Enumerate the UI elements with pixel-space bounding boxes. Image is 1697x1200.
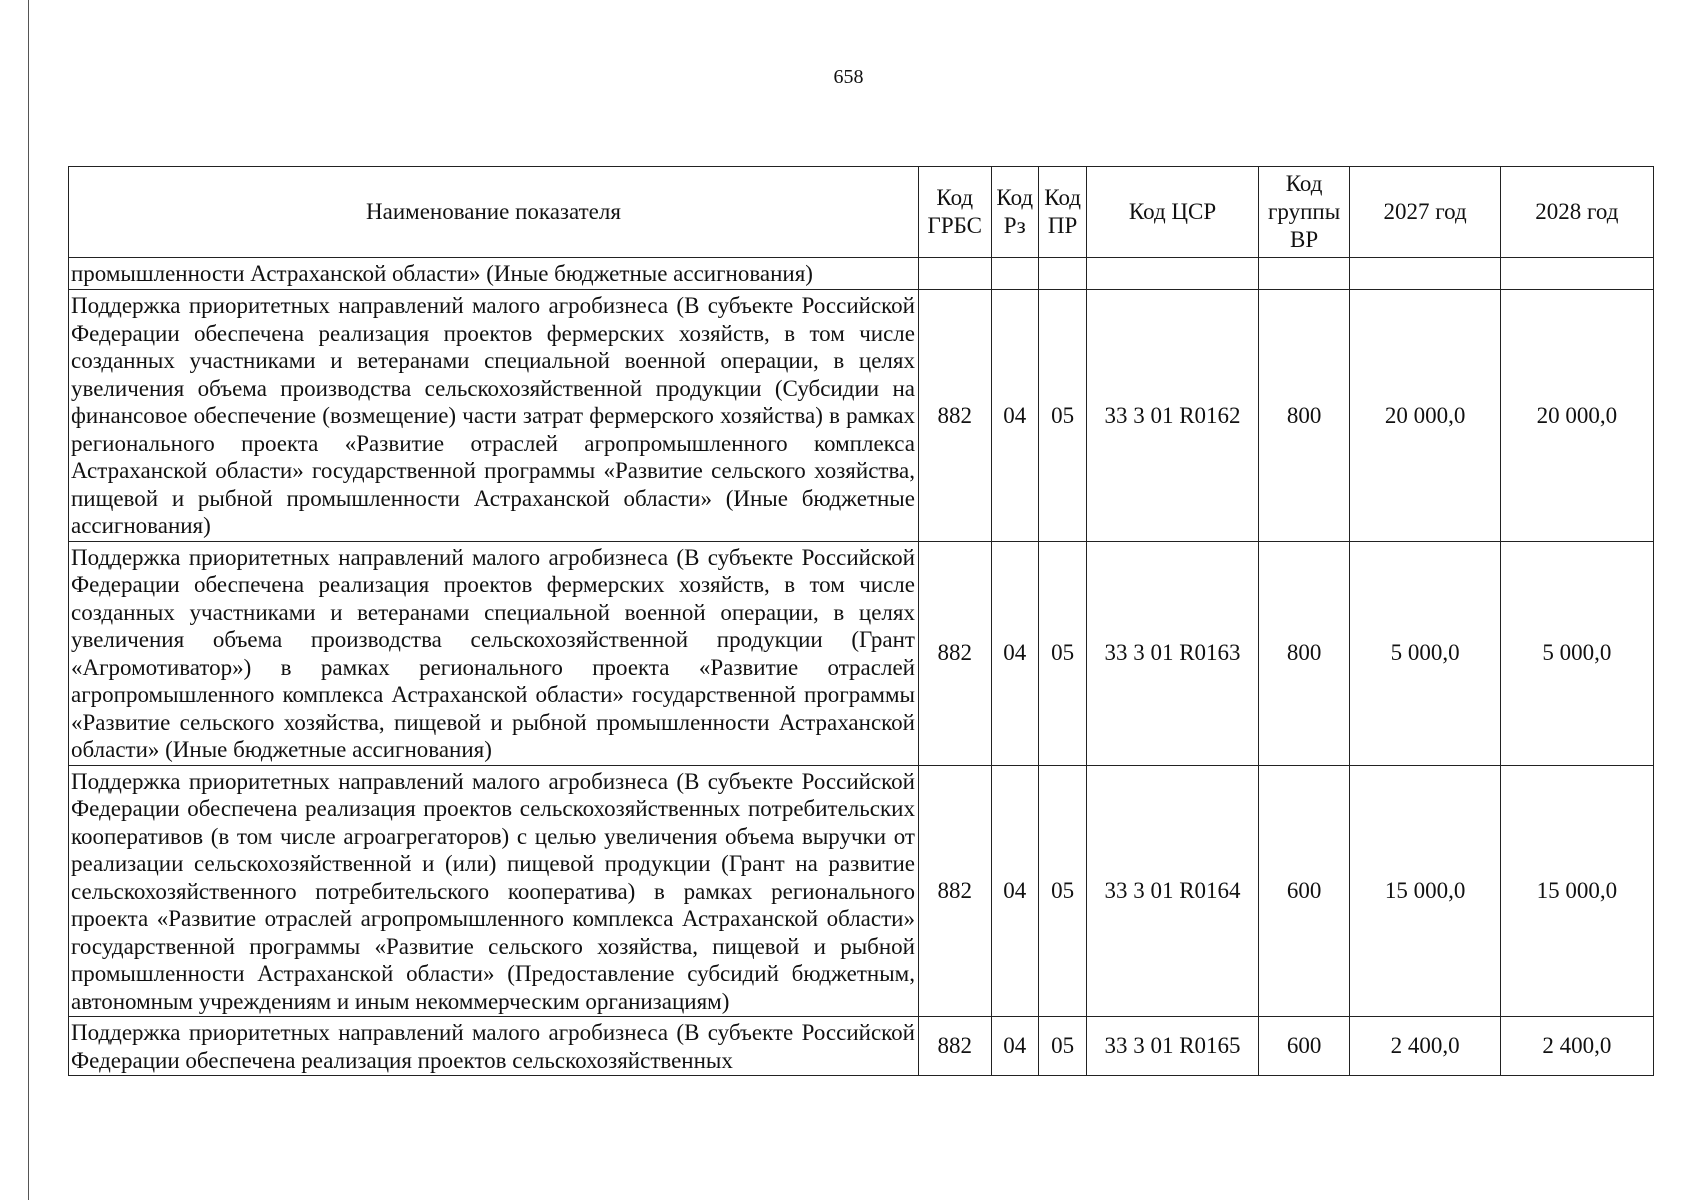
page-number: 658: [833, 66, 864, 88]
row-vr: 600: [1258, 1017, 1350, 1076]
row-vr: 600: [1258, 765, 1350, 1017]
row-csr: 33 3 01 R0164: [1087, 765, 1258, 1017]
row-vr: 800: [1258, 541, 1350, 765]
row-2028: 2 400,0: [1500, 1017, 1653, 1076]
budget-table: [68, 166, 1654, 1076]
row-rz: 04: [991, 290, 1038, 542]
row-rz: 04: [991, 1017, 1038, 1076]
row-pr: 05: [1038, 541, 1086, 765]
row-name: Поддержка приоритетных направлений малого агробизнеса (В субъекте Российской Федерации обеспечена реализация проектов фермерских хозяйств, в том числе созданных участниками и ветеранами специальной военной операции, в целях увеличения объема производства сельскохозяйственной продукции (Субсидии на финансовое обеспечение (возмещение) части затрат фермерского хозяйства) в рамках регионального проекта «Развитие отраслей агропромышленного комплекса Астраханской области» государственной программы «Развитие сельского хозяйства, пищевой и рыбной промышленности Астраханской области» (Иные бюджетные ассигнования): [69, 290, 919, 542]
row-2028: 15 000,0: [1500, 765, 1653, 1017]
header-2028: 2028 год: [1500, 167, 1653, 258]
row-csr: 33 3 01 R0162: [1087, 290, 1258, 542]
row-rz: [991, 258, 1038, 290]
row-2027: 2 400,0: [1350, 1017, 1500, 1076]
header-csr: Код ЦСР: [1087, 167, 1258, 258]
table-row: [69, 765, 1654, 1017]
row-csr: [1087, 258, 1258, 290]
row-name: промышленности Астраханской области» (Иные бюджетные ассигнования): [69, 258, 919, 290]
row-pr: 05: [1038, 290, 1086, 542]
row-vr: 800: [1258, 290, 1350, 542]
row-grbs: 882: [918, 765, 991, 1017]
row-name: Поддержка приоритетных направлений малого агробизнеса (В субъекте Российской Федерации обеспечена реализация проектов фермерских хозяйств, в том числе созданных участниками и ветеранами специальной военной операции, в целях увеличения объема производства сельскохозяйственной продукции (Грант «Агромотиватор») в рамках регионального проекта «Развитие отраслей агропромышленного комплекса Астраханской области» государственной программы «Развитие сельского хозяйства, пищевой и рыбной промышленности Астраханской области» (Иные бюджетные ассигнования): [69, 541, 919, 765]
row-2027: 20 000,0: [1350, 290, 1500, 542]
row-grbs: [918, 258, 991, 290]
row-pr: 05: [1038, 765, 1086, 1017]
row-rz: 04: [991, 765, 1038, 1017]
row-csr: 33 3 01 R0165: [1087, 1017, 1258, 1076]
row-2027: 5 000,0: [1350, 541, 1500, 765]
scan-margin-line: [28, 0, 29, 1200]
row-name: Поддержка приоритетных направлений малого агробизнеса (В субъекте Российской Федерации обеспечена реализация проектов сельскохозяйственных: [69, 1017, 919, 1076]
row-name: Поддержка приоритетных направлений малого агробизнеса (В субъекте Российской Федерации обеспечена реализация проектов сельскохозяйственных потребительских кооперативов (в том числе агроагрегаторов) с целью увеличения объема выручки от реализации сельскохозяйственной и (или) пищевой продукции (Грант на развитие сельскохозяйственного потребительского кооператива) в рамках регионального проекта «Развитие отраслей агропромышленного комплекса Астраханской области» государственной программы «Развитие сельского хозяйства, пищевой и рыбной промышленности Астраханской области» (Предоставление субсидий бюджетным, автономным учреждениям и иным некоммерческим организациям): [69, 765, 919, 1017]
header-row: [69, 167, 1654, 258]
row-2028: 20 000,0: [1500, 290, 1653, 542]
row-csr: 33 3 01 R0163: [1087, 541, 1258, 765]
row-2028: 5 000,0: [1500, 541, 1653, 765]
table-row: [69, 541, 1654, 765]
row-grbs: 882: [918, 290, 991, 542]
row-grbs: 882: [918, 541, 991, 765]
header-pr: Код ПР: [1038, 167, 1086, 258]
row-pr: 05: [1038, 1017, 1086, 1076]
row-grbs: 882: [918, 1017, 991, 1076]
header-grbs: Код ГРБС: [918, 167, 991, 258]
table-row: [69, 1017, 1654, 1076]
header-vr: Код группы ВР: [1258, 167, 1350, 258]
row-pr: [1038, 258, 1086, 290]
table-row: [69, 290, 1654, 542]
header-2027: 2027 год: [1350, 167, 1500, 258]
row-2027: [1350, 258, 1500, 290]
row-2028: [1500, 258, 1653, 290]
header-name: Наименование показателя: [69, 167, 919, 258]
row-2027: 15 000,0: [1350, 765, 1500, 1017]
row-vr: [1258, 258, 1350, 290]
header-rz: Код Рз: [991, 167, 1038, 258]
table-row: [69, 258, 1654, 290]
row-rz: 04: [991, 541, 1038, 765]
